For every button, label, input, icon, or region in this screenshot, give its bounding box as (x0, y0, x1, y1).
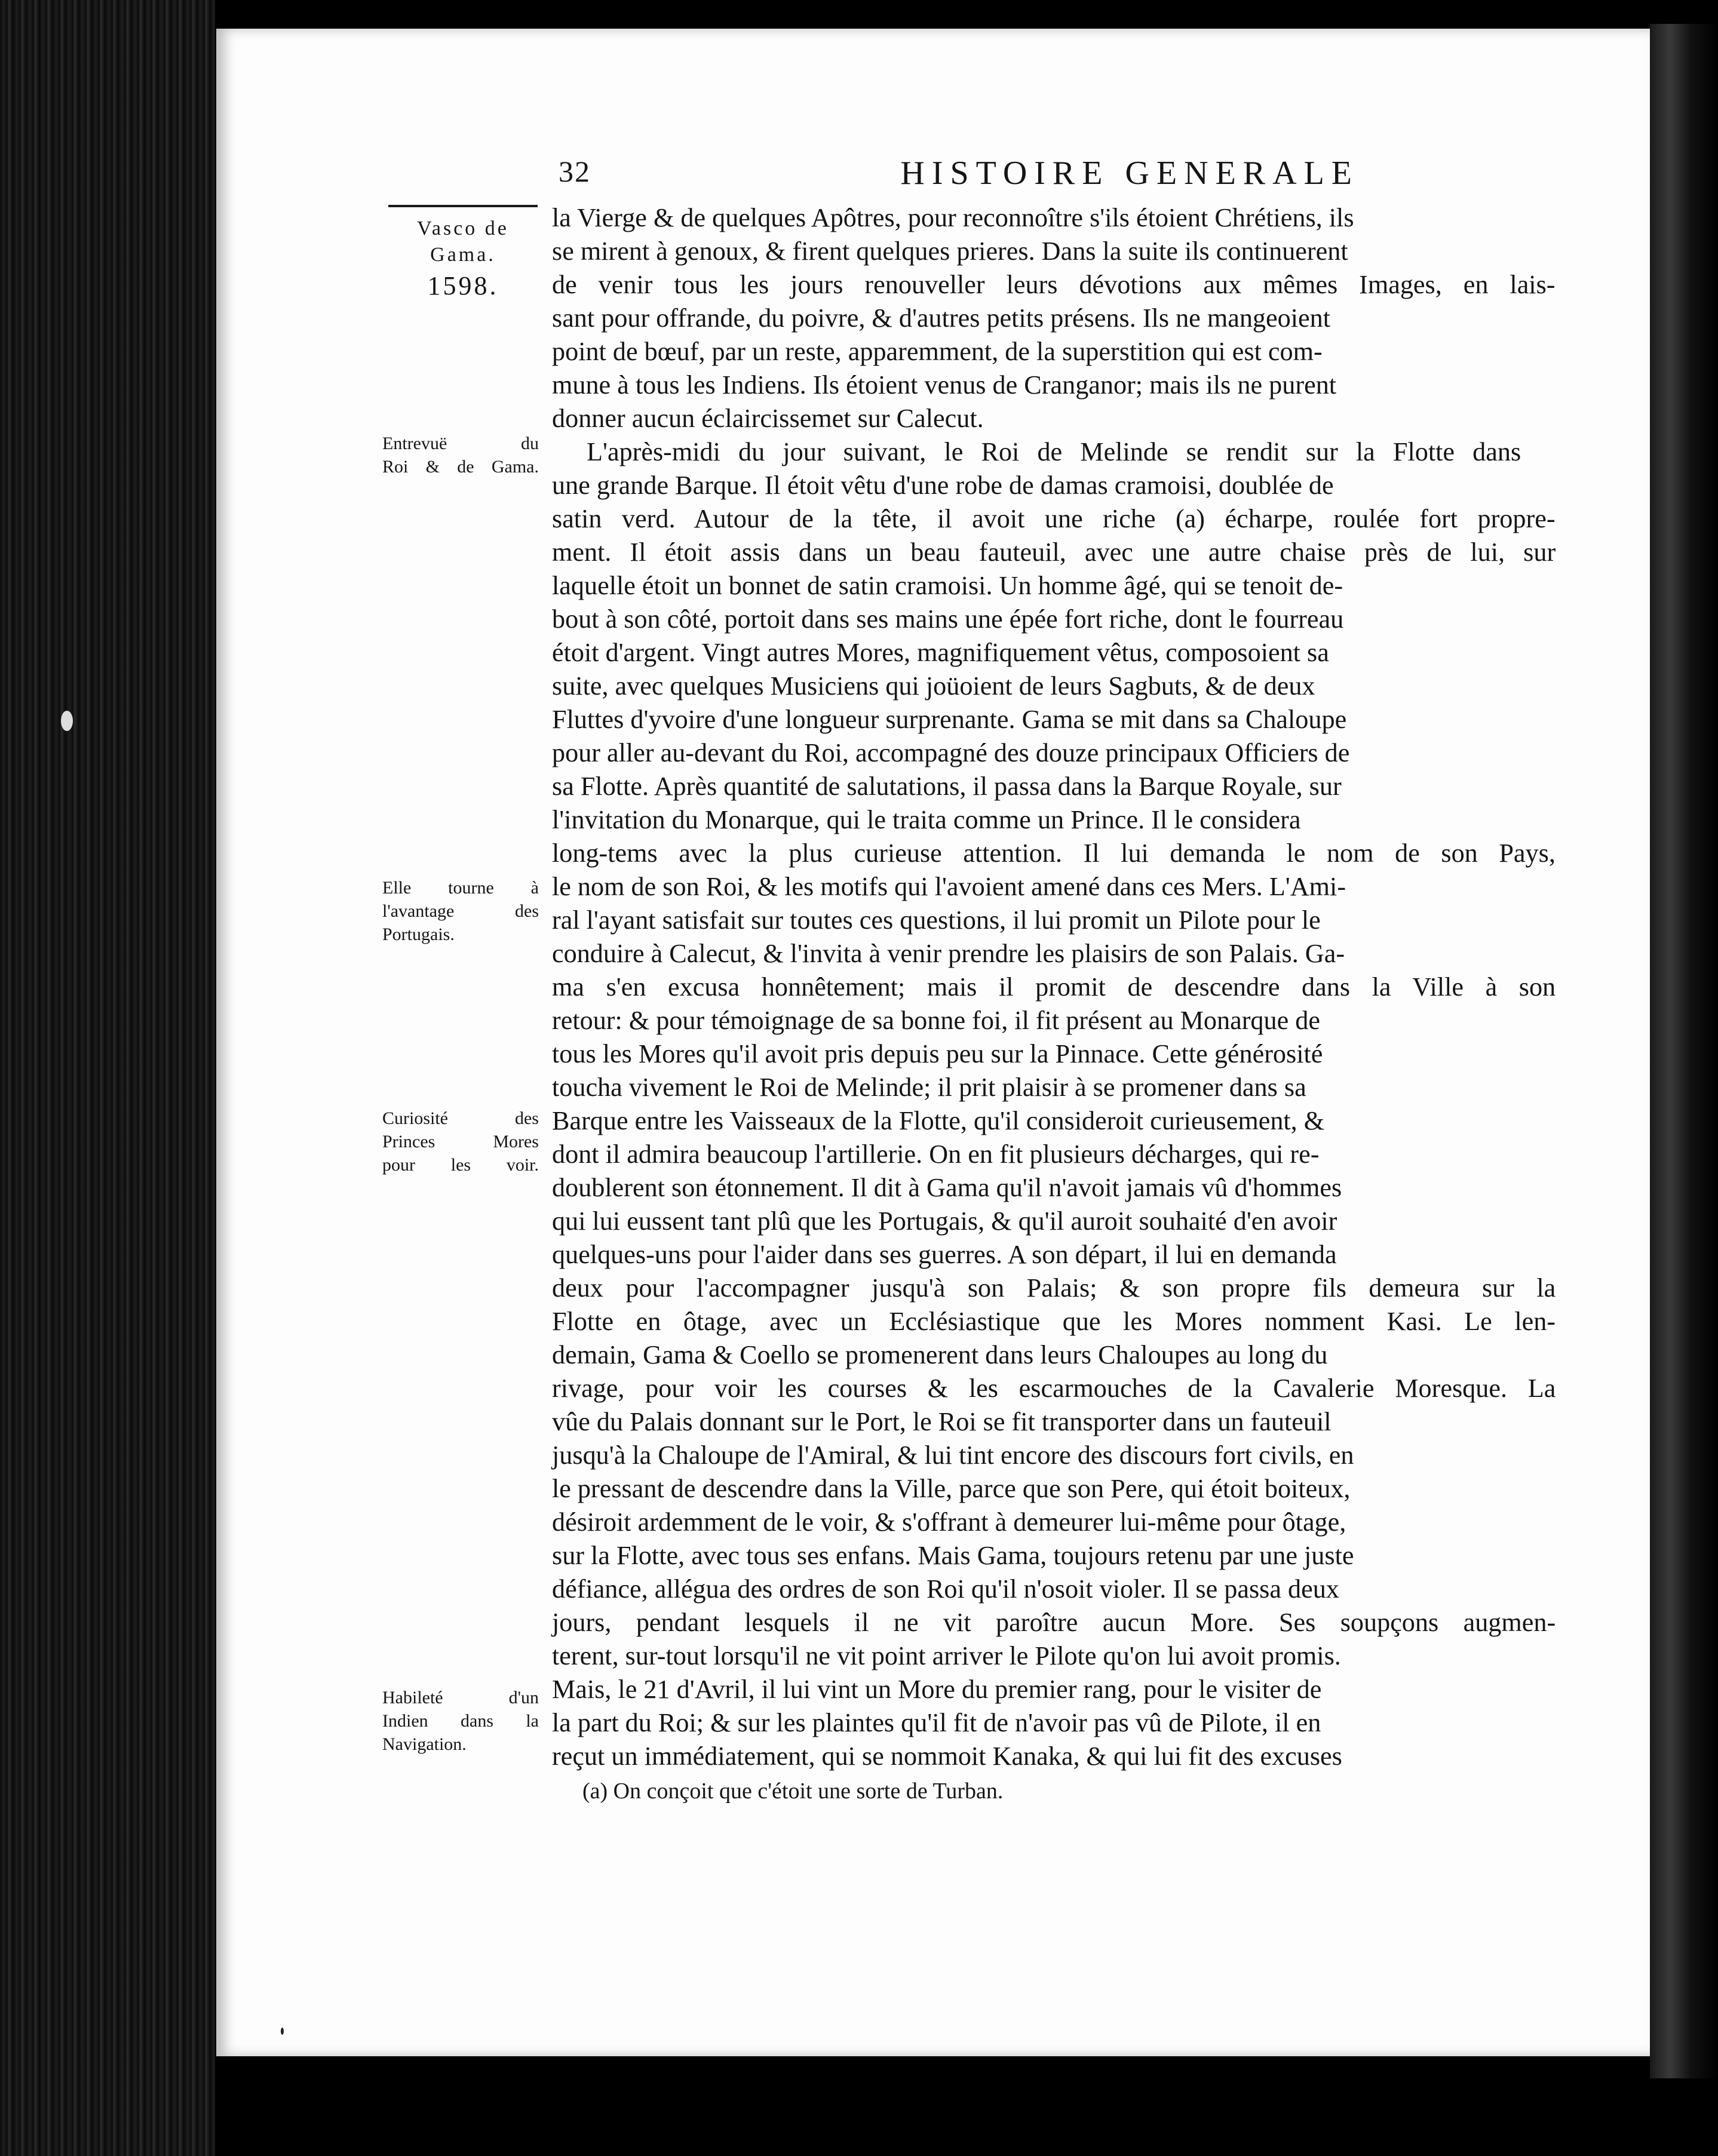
body-line: sur la Flotte, avec tous ses enfans. Mais Gama, toujours retenu par une juste (552, 1541, 1354, 1570)
body-line: Barque entre les Vaisseaux de la Flotte, qu'il consideroit curieusement, & (552, 1106, 1325, 1135)
margin-note-line: pour les voir. (382, 1155, 539, 1175)
body-line: l'invitation du Monarque, qui le traita comme un Prince. Il le considera (552, 805, 1301, 834)
body-line: toucha vivement le Roi de Melinde; il prit plaisir à se promener dans sa (552, 1073, 1306, 1102)
margin-note-habilete (382, 1686, 539, 1756)
body-line: donner aucun éclaircissemet sur Calecut. (552, 404, 984, 433)
body-line: la part du Roi; & sur les plaintes qu'il fit de n'avoir pas vû de Pilote, il en (552, 1708, 1321, 1737)
body-line: terent, sur-tout lorsqu'il ne vit point arriver le Pilote qu'on lui avoit promis. (552, 1641, 1341, 1670)
body-line: étoit d'argent. Vingt autres Mores, magnifiquement vêtus, composoient sa (552, 638, 1329, 667)
body-line: se mirent à genoux, & firent quelques prieres. Dans la suite ils continuerent (552, 237, 1348, 266)
margin-name-line-1: Vasco de (417, 217, 509, 239)
body-line: vûe du Palais donnant sur le Port, le Roi se fit transporter dans un fauteuil (552, 1407, 1332, 1436)
margin-section-head (388, 205, 538, 301)
margin-note-entrevue (382, 432, 539, 478)
margin-note-avantage (382, 876, 539, 946)
body-line: pour aller au-devant du Roi, accompagné des douze principaux Officiers de (552, 738, 1350, 767)
margin-note-line: Habileté d'un (382, 1688, 539, 1707)
body-line: laquelle étoit un bonnet de satin cramoisi. Un homme âgé, qui se tenoit de- (552, 571, 1343, 600)
margin-note-line: Curiosité des (382, 1108, 539, 1128)
body-line: bout à son côté, portoit dans ses mains une épée fort riche, dont le fourreau (552, 604, 1344, 634)
margin-note-curiosite (382, 1107, 539, 1177)
body-line: retour: & pour témoignage de sa bonne foi, il fit présent au Monarque de (552, 1006, 1320, 1035)
margin-name-line-2: Gama. (430, 244, 496, 266)
body-line: jusqu'à la Chaloupe de l'Amiral, & lui tint encore des discours fort civils, en (552, 1441, 1354, 1470)
margin-note-line: Roi & de Gama. (382, 457, 539, 477)
page-number: 32 (559, 155, 591, 188)
footnote: (a) On conçoit que c'étoit une sorte de Turban. (582, 1779, 1004, 1804)
running-title: HISTOIRE GENERALE (900, 155, 1359, 192)
body-line: dont il admira beaucoup l'artillerie. On en fit plusieurs décharges, qui re- (552, 1140, 1320, 1169)
body-line: satin verd. Autour de la tête, il avoit une riche (a) écharpe, roulée fort propre- (552, 504, 1556, 533)
body-line: défiance, allégua des ordres de son Roi qu'il n'osoit violer. Il se passa deux (552, 1574, 1339, 1604)
body-line: Mais, le 21 d'Avril, il lui vint un More du premier rang, pour le visiter de (552, 1675, 1322, 1704)
margin-note-line: Elle tourne à (382, 878, 539, 898)
body-line: point de bœuf, par un reste, apparemment, de la superstition qui est com- (552, 337, 1323, 366)
body-line: tous les Mores qu'il avoit pris depuis peu sur la Pinnace. Cette générosité (552, 1039, 1323, 1068)
body-line: ral l'ayant satisfait sur toutes ces questions, il lui promit un Pilote pour le (552, 905, 1321, 935)
body-line: ma s'en excusa honnêtement; mais il promit de descendre dans la Ville à son (552, 972, 1556, 1002)
body-line: une grande Barque. Il étoit vêtu d'une robe de damas cramoisi, doublée de (552, 471, 1334, 500)
margin-note-line: Portugais. (382, 925, 455, 944)
body-line: doublerent son étonnement. Il dit à Gama qu'il n'avoit jamais vû d'hommes (552, 1173, 1342, 1202)
margin-note-line: Indien dans la (382, 1711, 539, 1731)
body-line: long-tems avec la plus curieuse attention. Il lui demanda le nom de son Pays, (552, 839, 1556, 868)
body-line: qui lui eussent tant plû que les Portugais, & qu'il auroit souhaité d'en avoir (552, 1206, 1337, 1236)
body-line: L'après-midi du jour suivant, le Roi de Melinde se rendit sur la Flotte dans (587, 437, 1521, 466)
body-line: la Vierge & de quelques Apôtres, pour reconnoître s'ils étoient Chrétiens, ils (552, 203, 1354, 232)
body-text (552, 201, 1556, 1773)
page-speck (61, 711, 73, 731)
body-line: le pressant de descendre dans la Ville, parce que son Pere, qui étoit boiteux, (552, 1474, 1351, 1503)
body-line: de venir tous les jours renouveller leurs dévotions aux mêmes Images, en lais- (552, 270, 1556, 299)
body-line: reçut un immédiatement, qui se nommoit Kanaka, & qui lui fit des excuses (552, 1742, 1342, 1771)
body-line: demain, Gama & Coello se promenerent dans leurs Chaloupes au long du (552, 1340, 1328, 1369)
body-line: suite, avec quelques Musiciens qui joüoient de leurs Sagbuts, & de deux (552, 671, 1315, 701)
body-line: mune à tous les Indiens. Ils étoient venus de Cranganor; mais ils ne purent (552, 370, 1337, 400)
margin-note-line: Princes Mores (382, 1132, 539, 1151)
body-line: rivage, pour voir les courses & les escarmouches de la Cavalerie Moresque. La (552, 1374, 1556, 1403)
body-line: quelques-uns pour l'aider dans ses guerres. A son départ, il lui en demanda (552, 1240, 1337, 1269)
body-line: conduire à Calecut, & l'invita à venir prendre les plaisirs de son Palais. Ga- (552, 939, 1345, 968)
body-line: Fluttes d'yvoire d'une longueur surprenante. Gama se mit dans sa Chaloupe (552, 705, 1347, 734)
body-line: sant pour offrande, du poivre, & d'autres petits présens. Ils ne mangeoient (552, 303, 1330, 333)
body-line: sa Flotte. Après quantité de salutations, il passa dans la Barque Royale, sur (552, 772, 1342, 801)
margin-note-line: Navigation. (382, 1734, 467, 1754)
page-header (559, 154, 1359, 196)
book-spine-edge (0, 0, 215, 2156)
body-line: deux pour l'accompagner jusqu'à son Palais; & son propre fils demeura sur la (552, 1273, 1556, 1303)
body-line: ment. Il étoit assis dans un beau fauteuil, avec une autre chaise près de lui, sur (552, 538, 1556, 567)
margin-note-line: l'avantage des (382, 901, 539, 921)
body-line: Flotte en ôtage, avec un Ecclésiastique que les Mores nomment Kasi. Le len- (552, 1307, 1556, 1336)
page-speck (281, 2028, 284, 2035)
body-line: le nom de son Roi, & les motifs qui l'avoient amené dans ces Mers. L'Ami- (552, 872, 1346, 901)
margin-note-line: Entrevuë du (382, 434, 539, 453)
margin-year: 1598. (427, 271, 499, 300)
right-page-edge (1650, 24, 1718, 2078)
body-line: désiroit ardemment de le voir, & s'offrant à demeurer lui-même pour ôtage, (552, 1507, 1346, 1537)
body-line: jours, pendant lesquels il ne vit paroître aucun More. Ses soupçons augmen- (552, 1608, 1556, 1637)
